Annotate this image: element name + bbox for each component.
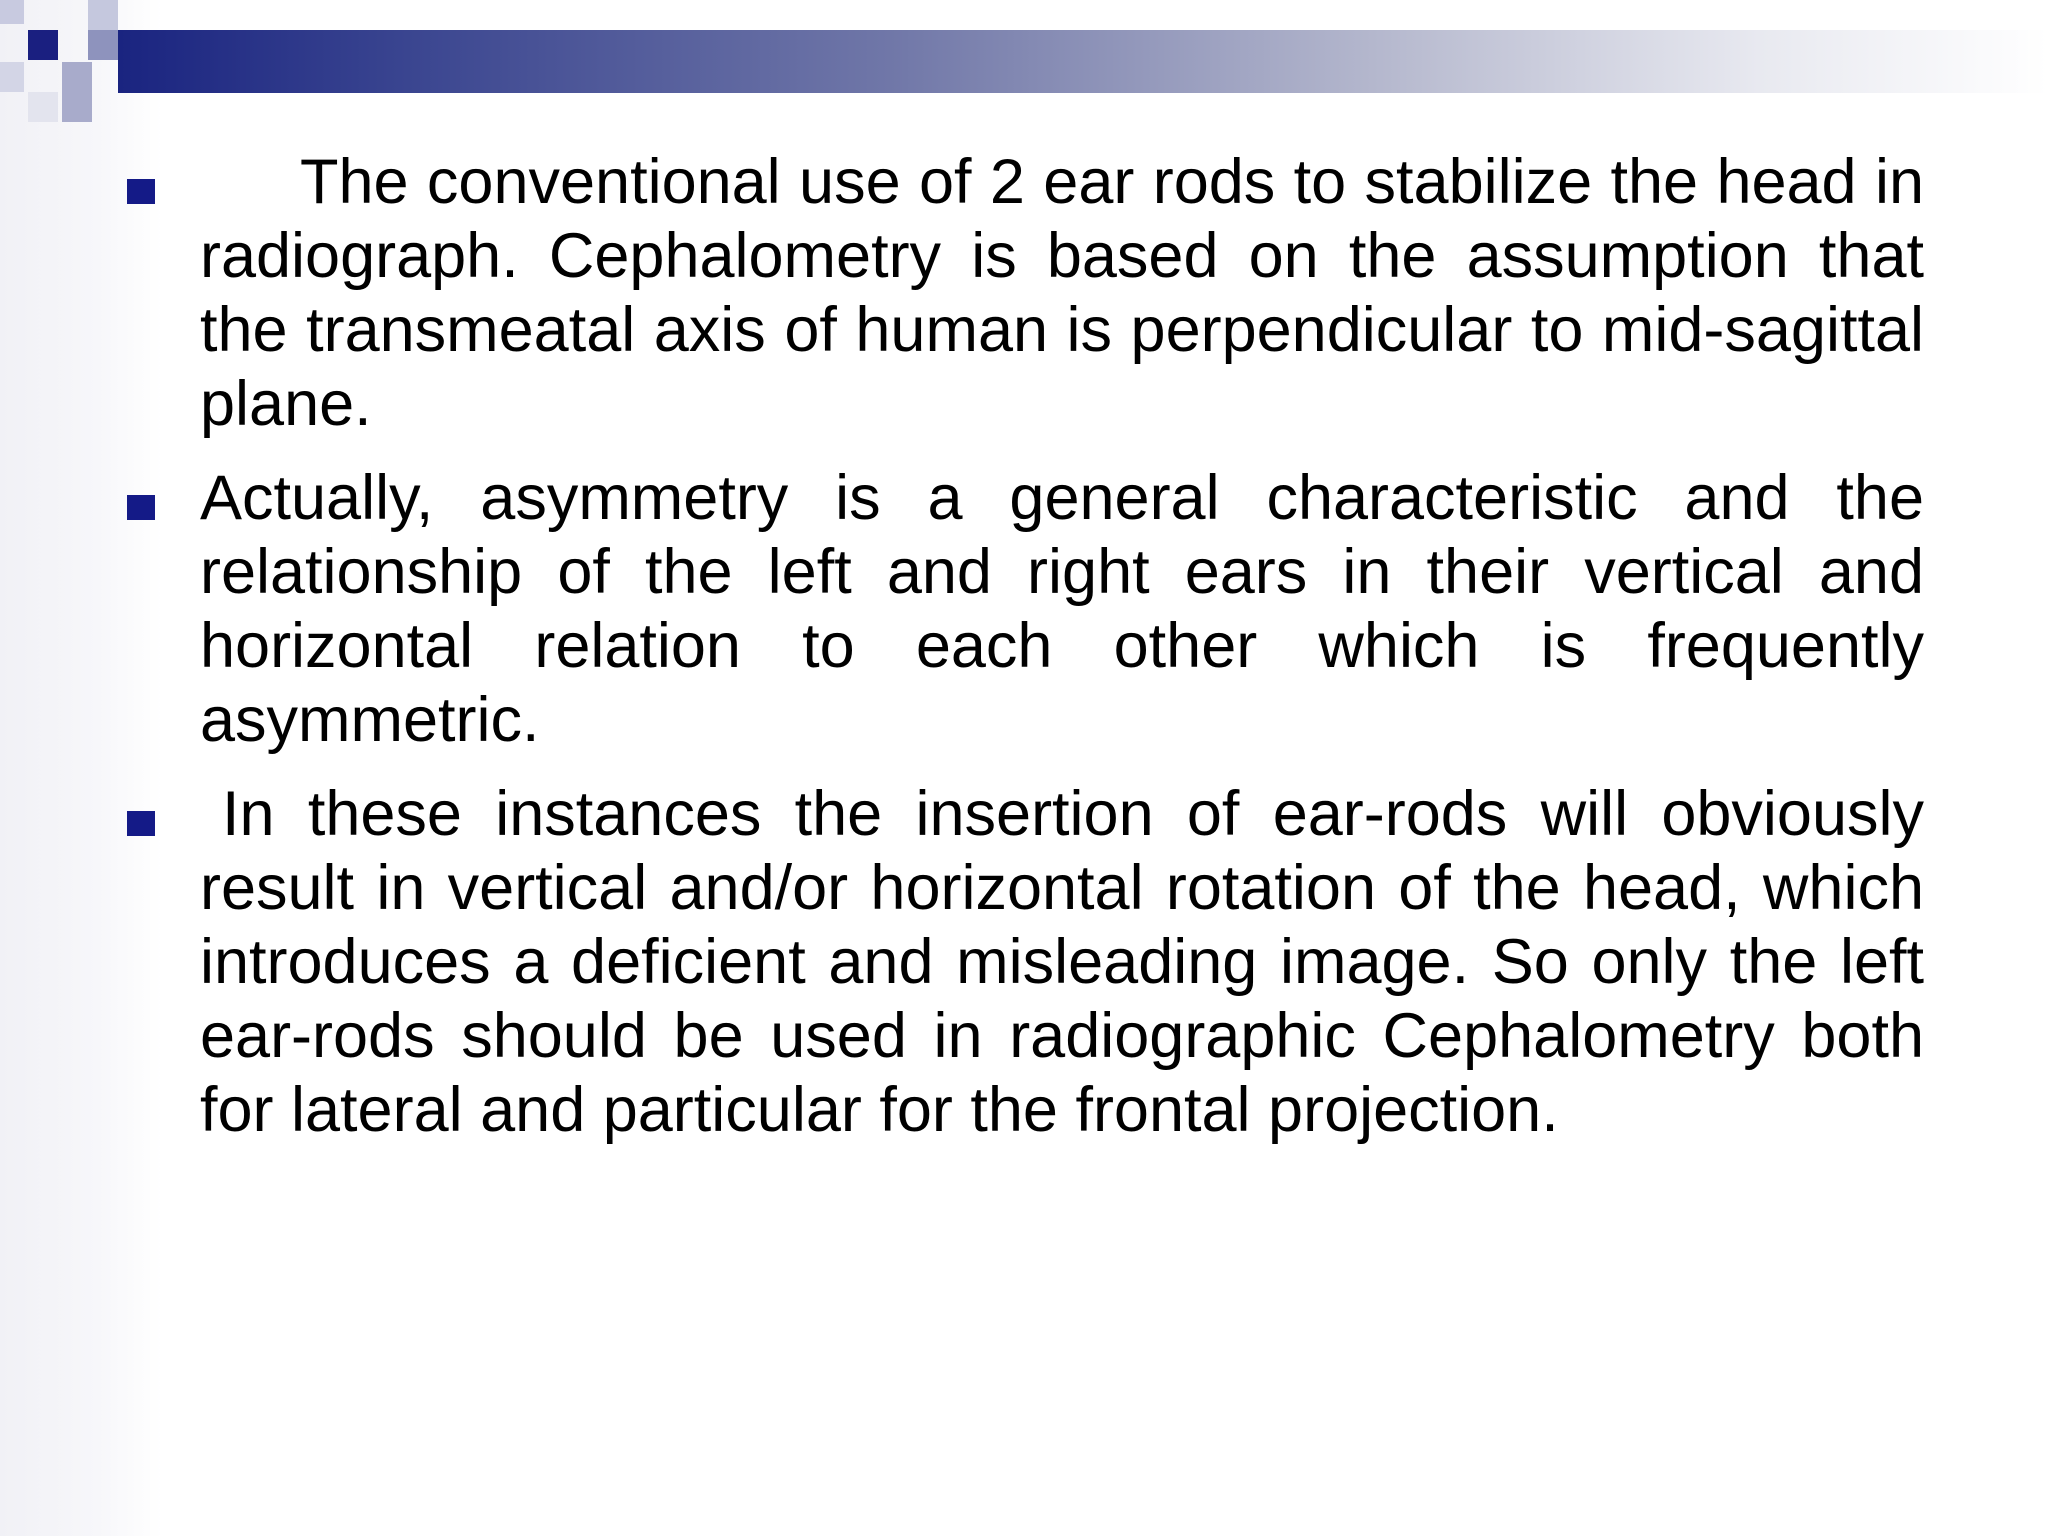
bullet-text: Actually, asymmetry is a general characteristic and the relationship of the left and right ears in their vertical and horizontal relation to each other which is frequently asymmetric.: [200, 463, 1924, 755]
bullet-item: [118, 777, 1924, 1147]
corner-square-decoration: [88, 0, 118, 30]
bullet-text: In these instances the insertion of ear-rods will obviously result in vertical and/or horizontal rotation of the head, which introduces a deficient and misleading image. So only the left ear-rods should be used in radiographic Cephalometry both for lateral and particular for the frontal projection.: [200, 779, 1924, 1145]
corner-square-decoration: [0, 62, 24, 92]
corner-square-decoration: [88, 30, 118, 60]
bullet-list: [118, 145, 1924, 1167]
corner-square-decoration: [28, 30, 58, 60]
square-bullet-icon: [127, 179, 155, 204]
square-bullet-icon: [127, 811, 155, 836]
corner-square-decoration: [28, 92, 58, 122]
bullet-item: [118, 461, 1924, 757]
square-bullet-icon: [127, 495, 155, 520]
title-bar-gradient: [118, 30, 2048, 93]
bullet-text: The conventional use of 2 ear rods to stabilize the head in radiograph. Cephalometry is based on the assumption that the transmeatal axis of human is perpendicular to mid-sagittal plane.: [200, 147, 1924, 439]
corner-square-decoration: [0, 0, 24, 24]
corner-square-decoration: [62, 62, 92, 122]
bullet-item: [118, 145, 1924, 441]
